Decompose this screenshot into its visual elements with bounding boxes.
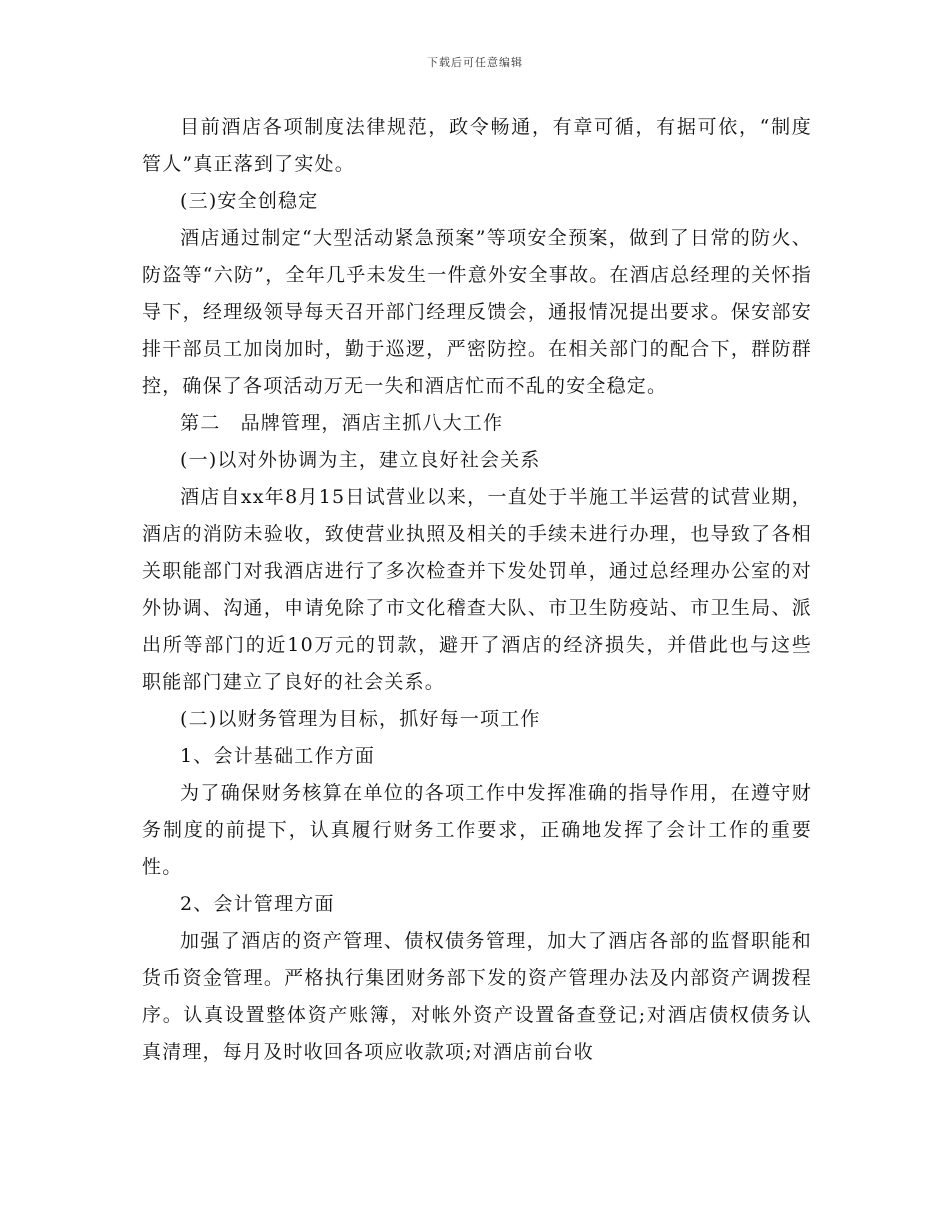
document-body <box>142 109 812 1071</box>
paragraph: 酒店通过制定“大型活动紧急预案”等项安全预案，做到了日常的防火、防盗等“六防”，全年几乎未发生一件意外安全事故。在酒店总经理的关怀指导下，经理级领导每天召开部门经理反馈会，通报情况提出要求。保安部安排干部员工加岗加时，勤于巡逻，严密防控。在相关部门的配合下，群防群控，确保了各项活动万无一失和酒店忙而不乱的安全稳定。 <box>142 227 812 397</box>
section-heading: 第二 品牌管理，酒店主抓八大工作 <box>180 412 504 434</box>
paragraph: 为了确保财务核算在单位的各项工作中发挥准确的指导作用，在遵守财务制度的前提下，认真履行财务工作要求，正确地发挥了会计工作的重要性。 <box>142 782 812 878</box>
section-heading: 2、会计管理方面 <box>180 893 335 915</box>
section-heading: 1、会计基础工作方面 <box>180 745 376 767</box>
paragraph: 加强了酒店的资产管理、债权债务管理，加大了酒店各部的监督职能和货币资金管理。严格执行集团财务部下发的资产管理办法及内部资产调拨程序。认真设置整体资产账簿，对帐外资产设置备查登记;对酒店债权债务认真清理，每月及时收回各项应收款项;对酒店前台收 <box>142 930 812 1063</box>
section-heading: (三)安全创稳定 <box>180 190 319 212</box>
page-header: 下载后可任意编辑 <box>427 56 523 69</box>
paragraph: 目前酒店各项制度法律规范，政令畅通，有章可循，有据可依，“制度管人”真正落到了实处。 <box>142 116 812 175</box>
section-heading: (一)以对外协调为主，建立良好社会关系 <box>180 449 541 471</box>
section-heading: (二)以财务管理为目标，抓好每一项工作 <box>180 708 541 730</box>
paragraph: 酒店自xx年8月15日试营业以来，一直处于半施工半运营的试营业期，酒店的消防未验收，致使营业执照及相关的手续未进行办理，也导致了各相关职能部门对我酒店进行了多次检查并下发处罚单，通过总经理办公室的对外协调、沟通，申请免除了市文化稽查大队、市卫生防疫站、市卫生局、派出所等部门的近10万元的罚款，避开了酒店的经济损失，并借此也与这些职能部门建立了良好的社会关系。 <box>142 486 812 693</box>
